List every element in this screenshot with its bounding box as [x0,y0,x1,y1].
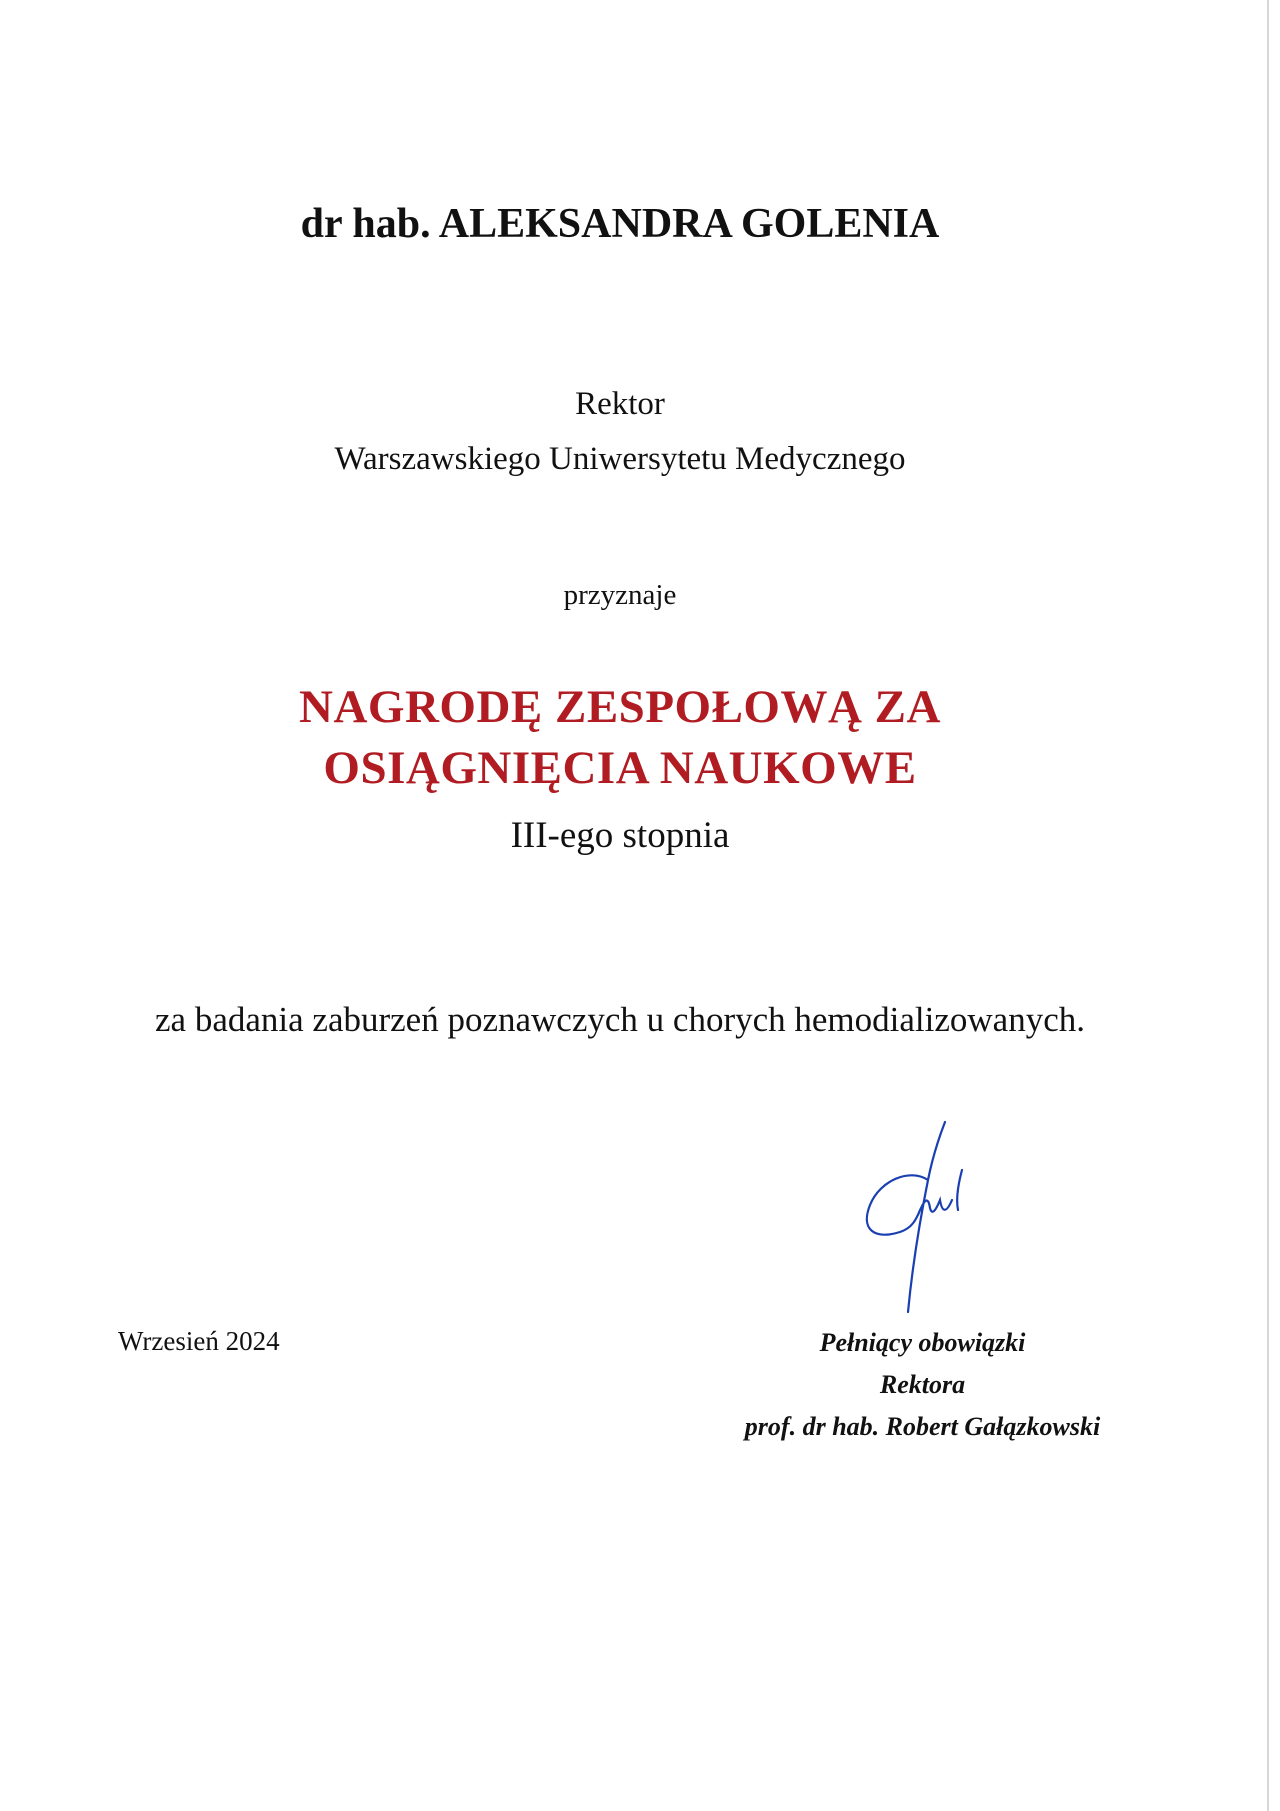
award-title-line2: OSIĄGNIĘCIA NAUKOWE [323,742,917,794]
grantor-title: Rektor [575,386,665,422]
issue-date: Wrzesień 2024 [118,1326,280,1356]
page-edge [1267,0,1269,1811]
verb: przyznaje [563,579,677,611]
award-title-line1: NAGRODĘ ZESPOŁOWĄ ZA [299,681,941,733]
signer-role: Pełniący obowiązki [819,1328,1026,1357]
grantor-institution: Warszawskiego Uniwersytetu Medycznego [334,441,906,477]
award-reason: za badania zaburzeń poznawczych u chorych hemodializowanych. [155,1000,1085,1039]
recipient-name: dr hab. ALEKSANDRA GOLENIA [300,201,940,247]
signature [850,1120,1000,1315]
signer-role-2: Rektora [879,1370,966,1399]
signer-name: prof. dr hab. Robert Gałązkowski [744,1412,1101,1441]
award-degree: III-ego stopnia [510,815,730,856]
